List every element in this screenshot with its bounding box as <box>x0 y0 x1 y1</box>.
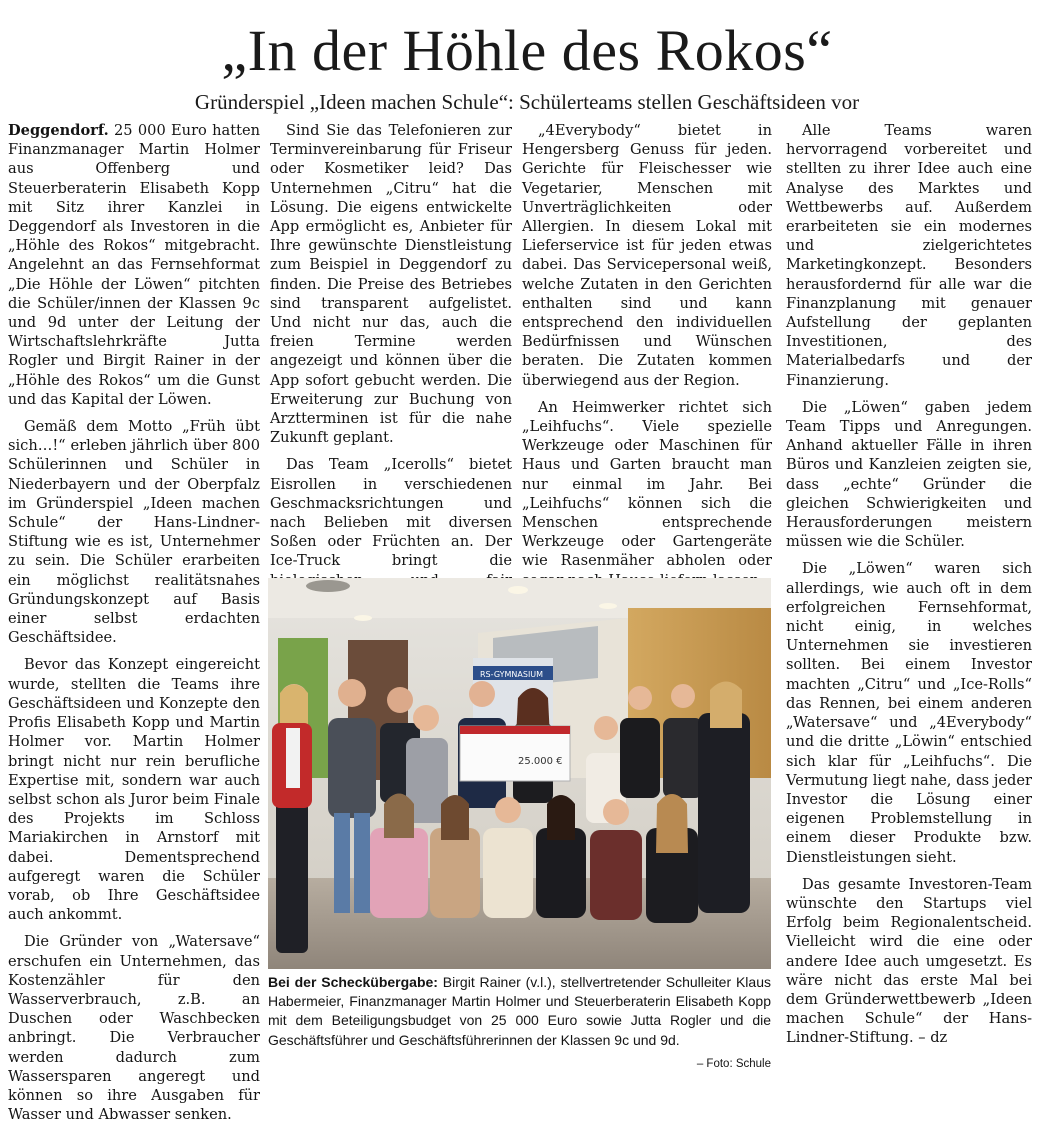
article-column-1 <box>8 121 260 1132</box>
article-paragraph: Bevor das Konzept eingereicht wurde, stellten die Teams ihre Geschäftsideen und Konzepte den Profis Elisabeth Kopp und Martin Holmer vor. Martin Holmer bringt nicht nur rein berufliche Expertise mit, sondern war auch selbst schon als Juror beim Finale des Projekts im Schloss Mariakirchen in Arnstorf mit dabei. Dementsprechend aufgeregt waren die Schüler vorab, ob Ihre Geschäftsidee auch ankommt. <box>8 656 260 924</box>
article-paragraph: Alle Teams waren hervorragend vorbereitet und stellten zu ihrer Idee auch eine Analyse des Marktes und Wettbewerbs auf. Außerdem erarbeiteten sie ein modernes und zielgerichtetes Marketingkonzept. Besonders herausfordernd für alle war die Finanzplanung mit genauer Aufstellung der geplanten Investitionen, des Materialbedarfs und der Finanzierung. <box>786 122 1032 389</box>
photo-credit: – Foto: Schule <box>696 1058 771 1070</box>
group-photo <box>268 578 771 969</box>
caption-lead: Bei der Scheckübergabe: <box>268 974 438 990</box>
headline: „In der Höhle des Rokos“ <box>221 18 833 83</box>
subheadline: Gründerspiel „Ideen machen Schule“: Schülerteams stellen Geschäftsideen vor <box>194 90 860 114</box>
article-paragraph: Gemäß dem Motto „Früh übt sich…!“ erleben jährlich über 800 Schülerinnen und Schüler in Niederbayern und der Oberpfalz im Gründerspiel „Ideen machen Schule“ der Hans-Lindner-Stiftung wie es ist, Unternehmer zu sein. Die Schüler erarbeiten ein möglichst realitätsnahes Gründungskonzept auf Basis einer selbst erdachten Geschäftsidee. <box>8 418 260 647</box>
paragraph-text: 25 000 Euro hatten Finanzmanager Martin Holmer aus Offenberg und Steuerberaterin Elisabeth Kopp mit Sitz ihrer Kanzlei in Deggendorf als Investoren in die „Höhle des Rokos“ mitgebracht. Angelehnt an das Fernsehformat „Die Höhle der Löwen“ pitchten die Schüler/innen der Klassen 9c und 9d unter der Leitung der Wirtschaftslehrkräfte Jutta Rogler und Birgit Rainer in der „Höhle des Rokos“ um die Gunst und das Kapital der Löwen. <box>8 122 260 408</box>
cheque <box>460 726 570 781</box>
article-column-4 <box>786 121 1032 1056</box>
photo-illustration <box>268 578 771 969</box>
article-paragraph: Das Team „Icerolls“ bietet Eisrollen in verschiedenen Geschmacksrichtungen und nach Belieben mit diversen Soßen oder Früchten an. Der Ice-Truck bringt die <box>270 456 512 570</box>
article-paragraph: Die „Löwen“ gaben jedem Team Tipps und Anregungen. Anhand aktueller Fälle in ihren Büros und Kanzleien zeigten sie, dass „echte“ Gründer die gleichen Schwierigkeiten und Herausforderungen meistern müssen wie die Schüler. <box>786 398 1032 551</box>
article-column-3 <box>522 121 772 598</box>
article-paragraph: Die Gründer von „Watersave“ erschufen ein Unternehmen, das Kostenzähler für den Wasserverbrauch, z.B. an Duschen oder Waschbecken anbringt. Die Verbraucher werden dadurch zum Wassersparen angeregt und können so ihre Ausgaben für Wasser und Abwasser senken. <box>8 933 260 1124</box>
banner-text: RS-GYMNASIUM <box>480 670 544 679</box>
dateline: Deggendorf. <box>8 122 109 139</box>
article-paragraph: Sind Sie das Telefonieren zur Terminvereinbarung für Friseur oder Kosmetiker leid? Das Unternehmen „Citru“ hat die Lösung. Die eigens entwickelte App ermöglicht es, Anbieter für Ihre gewünschte Dienstleistung zum Beispiel in Deggendorf zu finden. Die Preise des Betriebes sind transparent aufgelistet. Und nicht nur das, auch die freien Termine werden angezeigt und können über die App sofort gebucht werden. Die Erweiterung zur Buchung von Arztterminen ist für die nahe Zukunft geplant. <box>270 122 512 447</box>
article-paragraph: Die „Löwen“ waren sich allerdings, wie auch oft in dem erfolgreichen Fernsehformat, nicht einig, in welches Unternehmen sie investieren sollten. Bei einem Investor machten „Citru“ und „Ice-Rolls“ das Rennen, bei einem anderen „Watersave“ und „4Everybody“ und die dritte „Löwin“ entschied sich klar für „Leihfuchs“. Die Vermutung liegt nahe, dass jeder Investor die Lösung einer eigenen Problemstellung in einem dieser Produkte bzw. Dienstleistungen sieht. <box>786 560 1032 866</box>
photo-caption <box>268 973 771 1050</box>
article-paragraph: Das gesamte Investoren-Team wünschte den Startups viel Erfolg beim Regionalentscheid. Vielleicht wird die eine oder andere Idee auch umgesetzt. Es wäre nicht das erste Mal bei dem Gründerwettbewerb „Ideen machen Schule“ der Hans-Lindner-Stiftung. – dz <box>786 875 1032 1047</box>
cheque-amount: 25.000 € <box>518 756 563 767</box>
article-paragraph: An Heimwerker richtet sich „Leihfuchs“. Viele spezielle Werkzeuge oder Maschinen für Haus und Garten braucht man nur einmal im Jahr. Bei „Leihfuchs“ können sich die Menschen entsprechende Werkzeuge oder Gartengeräte wie Rasenmäher abholen oder <box>522 398 772 570</box>
article-paragraph: „4Everybody“ bietet in Hengersberg Genuss für jeden. Gerichte für Fleischesser wie Vegetarier, Menschen mit Unverträglichkeiten oder Allergien. In diesem Lokal mit Lieferservice ist für jeden etwas dabei. Das Servicepersonal weiß, welche Zutaten in den Gerichten enthalten sind und kann entsprechend den individuellen Bedürfnissen und Wünschen beraten. Die Zutaten kommen überwiegend aus der Region. <box>522 122 772 389</box>
article-paragraph <box>8 121 260 409</box>
caption-text: Birgit Rainer (v.l.), stellvertretender Schulleiter Klaus Habermeier, Finanzmanager Martin Holmer und Steuerberaterin Elisabeth Kopp mit dem Beteiligungsbudget von 25 000 Euro sowie Jutta Rogler und die Geschäftsführer und Geschäftsführerinnen der Klassen 9c und 9d. <box>268 974 771 1048</box>
